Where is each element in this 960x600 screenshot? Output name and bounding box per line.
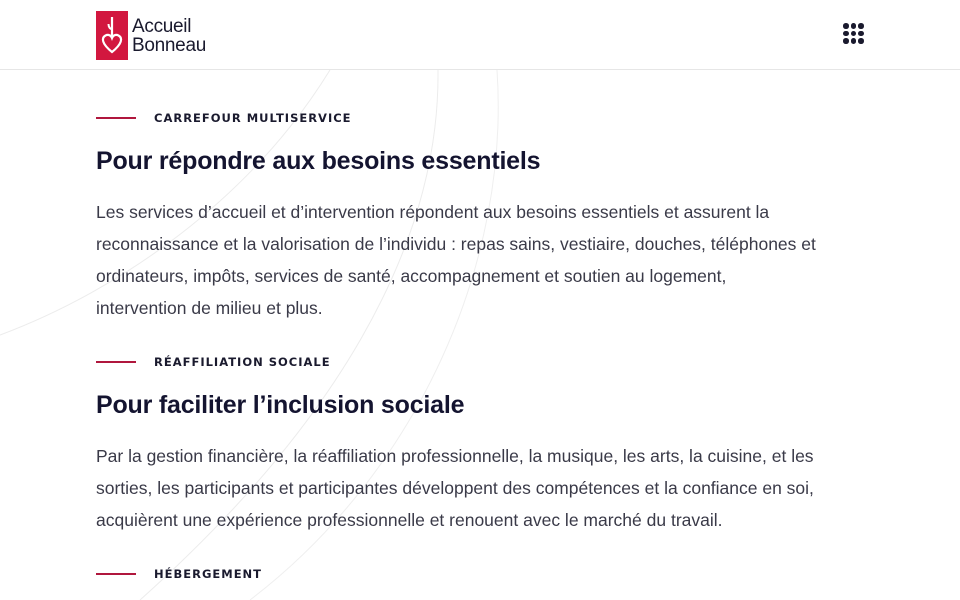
section-title: Pour répondre aux besoins essentiels [96,147,541,175]
eyebrow-accent-line [96,573,136,575]
section-hebergement [96,566,262,582]
section-eyebrow [96,354,816,370]
eyebrow-accent-line [96,361,136,363]
eyebrow-label: RÉAFFILIATION SOCIALE [154,355,331,369]
logo-line-2: Bonneau [132,34,206,56]
logo-heart-icon [96,11,128,60]
eyebrow-label: HÉBERGEMENT [154,567,263,581]
section-body: Par la gestion financière, la réaffiliation professionnelle, la musique, les arts, la cuisine, et les sorties, les participants et participantes développent des compétences et la confiance en soi, acquièrent une expérience professionnelle et renouent avec le marché du travail. [96,446,814,530]
eyebrow-label: CARREFOUR MULTISERVICE [154,111,352,125]
menu-grid-icon[interactable] [843,23,867,47]
logo-line-1: Accueil [132,15,192,37]
site-logo[interactable] [96,11,206,60]
eyebrow-accent-line [96,117,136,119]
section-reaffiliation-sociale [96,354,816,536]
section-carrefour-multiservice [96,110,816,324]
site-header [0,0,960,70]
section-body: Les services d’accueil et d’intervention répondent aux besoins essentiels et assurent la reconnaissance et la valorisation de l’individu : repas sains, vestiaire, douches, téléphones et ordinateurs, impôts, services de santé, accompagnement et soutien au logement, intervention de milieu et plus. [96,202,816,318]
section-title: Pour faciliter l’inclusion sociale [96,391,465,419]
section-eyebrow [96,110,816,126]
logo-wordmark [132,17,206,55]
section-eyebrow [96,566,262,582]
